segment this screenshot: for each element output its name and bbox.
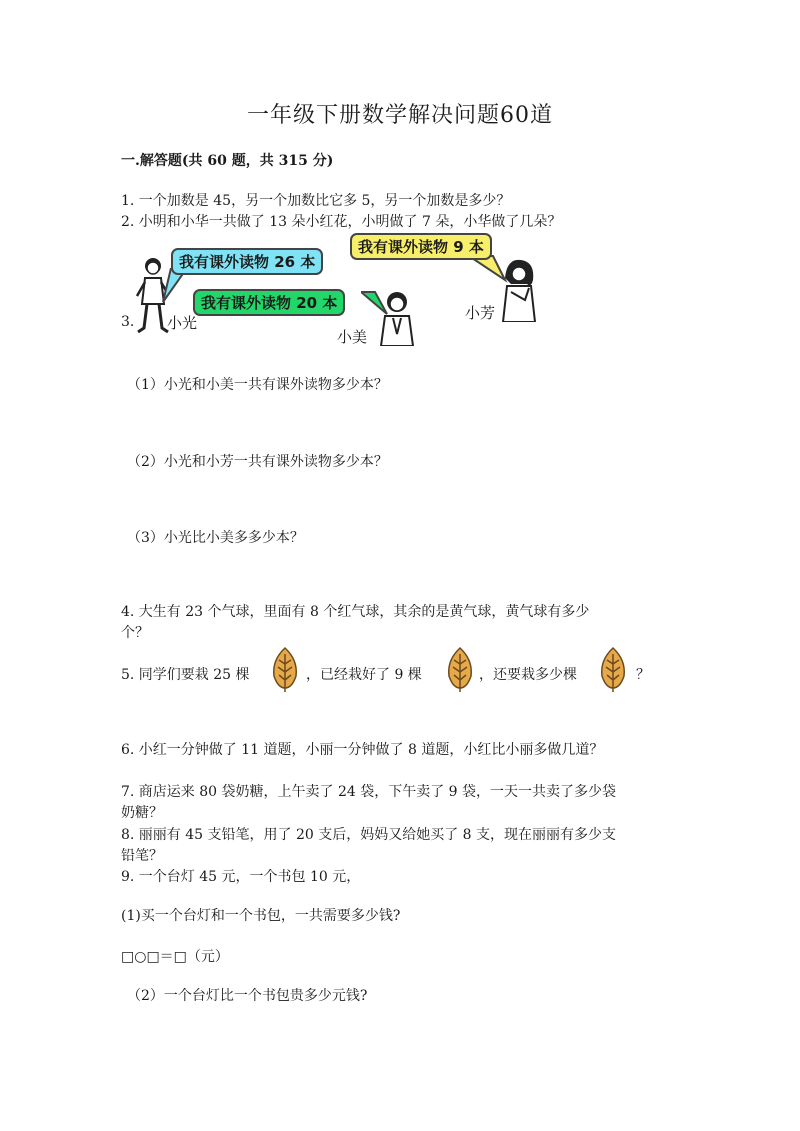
bubble-xiaofang: 我有课外读物 9 本 (350, 233, 492, 260)
question-9-sub-1: (1)买一个台灯和一个书包，一共需要多少钱? (121, 908, 401, 924)
question-3-sub-3: （3）小光比小美多多少本？ (127, 530, 304, 546)
girl-xiaofang-figure (501, 258, 539, 322)
tree-icon (270, 646, 300, 694)
question-5-part-3: ，还要栽多少棵 (479, 667, 577, 683)
name-xiaofang: 小芳 (465, 304, 496, 322)
section-heading: 一.解答题(共 60 题，共 315 分) (121, 153, 334, 169)
question-3-sub-2: （2）小光和小芳一共有课外读物多少本？ (127, 454, 388, 470)
question-8-line-1: 8. 丽丽有 45 支铅笔，用了 20 支后，妈妈又给她买了 8 支，现在丽丽有多少支 (121, 827, 617, 843)
question-7-line-2: 奶糖？ (121, 805, 163, 821)
tree-icon (445, 646, 475, 694)
question-3-illustration (121, 232, 541, 350)
question-4-line-1: 4. 大生有 23 个气球，里面有 8 个红气球，其余的是黄气球，黄气球有多少 (121, 604, 590, 620)
question-5-part-4: ？ (636, 667, 650, 683)
question-5-part-2: ，已经栽好了 9 棵 (306, 667, 422, 683)
question-3-sub-1: （1）小光和小美一共有课外读物多少本？ (127, 377, 388, 393)
bubble-xiaomei: 我有课外读物 20 本 (193, 289, 345, 316)
question-2: 2. 小明和小华一共做了 13 朵小红花，小明做了 7 朵，小华做了几朵？ (121, 214, 562, 230)
girl-xiaomei-figure (379, 290, 419, 346)
page-title: 一年级下册数学解决问题60道 (247, 103, 553, 128)
question-7-line-1: 7. 商店运来 80 袋奶糖，上午卖了 24 袋，下午卖了 9 袋，一天一共卖了多少袋 (121, 784, 617, 800)
name-xiaomei: 小美 (337, 328, 368, 346)
question-3-number: 3. (121, 314, 135, 330)
question-9-formula: □○□＝□（元） (121, 949, 229, 965)
question-1: 1. 一个加数是 45，另一个加数比它多 5，另一个加数是多少？ (121, 193, 511, 209)
question-6: 6. 小红一分钟做了 11 道题，小丽一分钟做了 8 道题，小红比小丽多做几道？ (121, 742, 604, 758)
question-4-line-2: 个？ (121, 625, 149, 641)
question-9-sub-2: （2）一个台灯比一个书包贵多少元钱? (127, 988, 368, 1004)
tree-icon (598, 646, 628, 694)
question-9: 9. 一个台灯 45 元，一个书包 10 元， (121, 869, 361, 885)
question-8-line-2: 铅笔？ (121, 848, 163, 864)
question-5-part-1: 5. 同学们要栽 25 棵 (121, 667, 250, 683)
bubble-xiaoguang: 我有课外读物 26 本 (171, 248, 323, 275)
name-xiaoguang: 小光 (167, 314, 198, 332)
